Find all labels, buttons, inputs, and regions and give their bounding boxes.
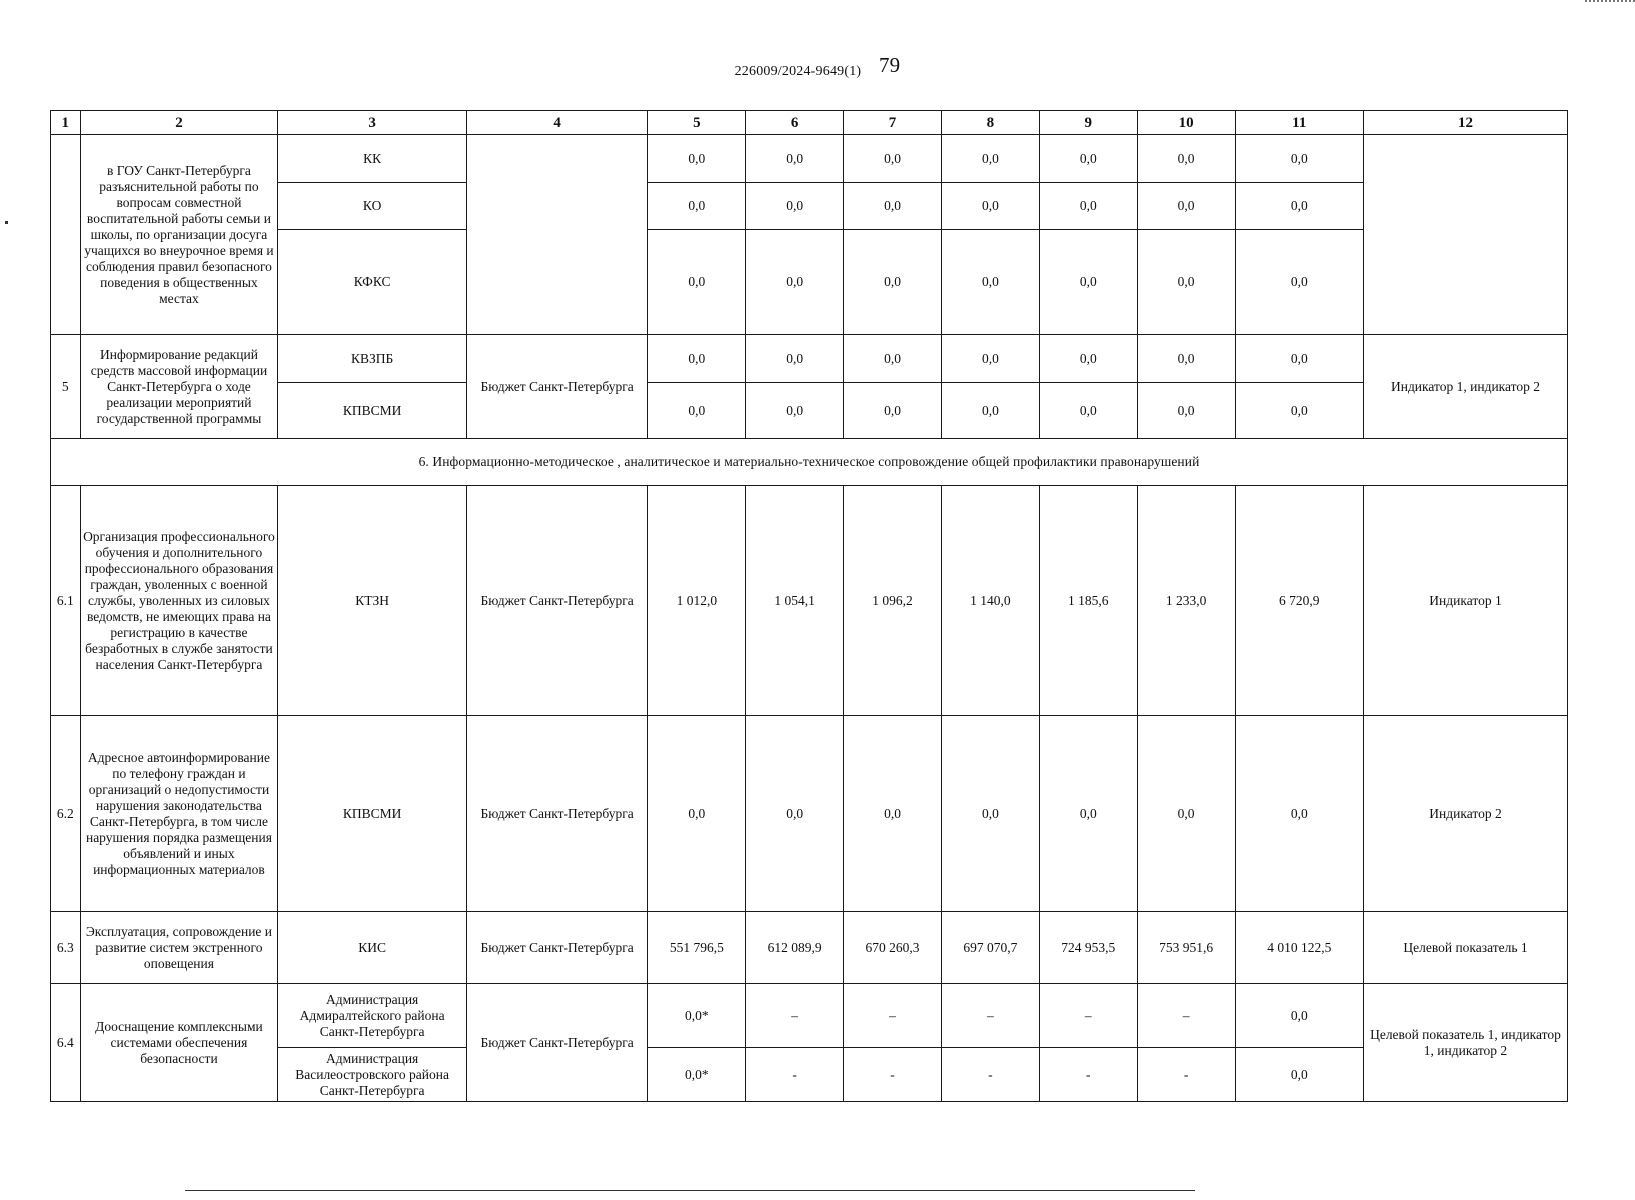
value-cell: 0,0 xyxy=(941,335,1039,383)
value-cell: 0,0 xyxy=(648,183,746,230)
value-cell: 0,0 xyxy=(844,383,942,439)
value-cell: 0,0* xyxy=(648,984,746,1048)
value-cell: 0,0 xyxy=(1137,716,1235,912)
item-number-cell xyxy=(51,135,81,335)
column-numbers-row xyxy=(51,111,1568,135)
value-cell: 0,0 xyxy=(1235,716,1363,912)
column-number: 7 xyxy=(844,111,942,135)
indicator-cell xyxy=(1364,135,1568,335)
value-cell: 0,0 xyxy=(1039,335,1137,383)
section-title: 6. Информационно-методическое , аналитическое и материально-техническое сопровождение общей профилактики правонарушений xyxy=(51,439,1568,486)
table-row xyxy=(51,912,1568,984)
indicator-cell: Индикатор 1 xyxy=(1364,486,1568,716)
table-row xyxy=(51,486,1568,716)
funding-source: Бюджет Санкт-Петербурга xyxy=(466,716,647,912)
item-number: 5 xyxy=(51,335,81,439)
scan-speck xyxy=(5,221,8,224)
value-cell: 0,0 xyxy=(648,335,746,383)
value-cell: 0,0 xyxy=(941,383,1039,439)
value-cell: 0,0 xyxy=(1235,135,1363,183)
value-cell: 0,0 xyxy=(844,135,942,183)
executor-cell: КК xyxy=(278,135,467,183)
item-number: 6.4 xyxy=(51,984,81,1102)
program-table xyxy=(50,110,1568,1102)
column-number: 9 xyxy=(1039,111,1137,135)
table-row xyxy=(51,335,1568,383)
column-number: 11 xyxy=(1235,111,1363,135)
indicator-cell: Целевой показатель 1, индикатор 1, индикатор 2 xyxy=(1364,984,1568,1102)
value-cell: 0,0 xyxy=(1039,230,1137,335)
table-row xyxy=(51,1048,1568,1102)
funding-source: Бюджет Санкт-Петербурга xyxy=(466,984,647,1102)
value-cell: 612 089,9 xyxy=(746,912,844,984)
value-cell: 0,0 xyxy=(1039,383,1137,439)
indicator-cell: Целевой показатель 1 xyxy=(1364,912,1568,984)
value-cell: 4 010 122,5 xyxy=(1235,912,1363,984)
executor-cell: КФКС xyxy=(278,230,467,335)
value-cell: 0,0 xyxy=(1235,1048,1363,1102)
value-cell: 0,0 xyxy=(1235,230,1363,335)
value-cell: 0,0 xyxy=(746,716,844,912)
value-cell: 0,0 xyxy=(941,135,1039,183)
value-cell: 0,0 xyxy=(648,716,746,912)
value-cell: 0,0 xyxy=(648,230,746,335)
executor-cell: Администрация Адмиралтейского района Санкт-Петербурга xyxy=(278,984,467,1048)
column-number: 8 xyxy=(941,111,1039,135)
value-cell: 0,0 xyxy=(1137,230,1235,335)
value-cell: 670 260,3 xyxy=(844,912,942,984)
value-cell: 0,0 xyxy=(746,135,844,183)
item-description: Эксплуатация, сопровождение и развитие систем экстренного оповещения xyxy=(80,912,278,984)
value-cell: 753 951,6 xyxy=(1137,912,1235,984)
value-cell: 0,0 xyxy=(1137,135,1235,183)
value-cell: 0,0 xyxy=(1039,135,1137,183)
table-row xyxy=(51,383,1568,439)
executor-cell: КТЗН xyxy=(278,486,467,716)
value-cell: 1 096,2 xyxy=(844,486,942,716)
value-cell: 0,0 xyxy=(746,383,844,439)
funding-source: Бюджет Санкт-Петербурга xyxy=(466,912,647,984)
value-cell: 0,0 xyxy=(941,230,1039,335)
value-cell: 0,0 xyxy=(746,230,844,335)
value-cell: - xyxy=(844,1048,942,1102)
indicator-cell: Индикатор 2 xyxy=(1364,716,1568,912)
page-header xyxy=(0,53,1635,81)
value-cell: 1 140,0 xyxy=(941,486,1039,716)
executor-cell: КВЗПБ xyxy=(278,335,467,383)
value-cell: 1 233,0 xyxy=(1137,486,1235,716)
value-cell: 0,0 xyxy=(941,183,1039,230)
value-cell: 0,0 xyxy=(746,335,844,383)
value-cell: 724 953,5 xyxy=(1039,912,1137,984)
column-number: 5 xyxy=(648,111,746,135)
value-cell: 0,0 xyxy=(844,230,942,335)
value-cell: 1 185,6 xyxy=(1039,486,1137,716)
value-cell: 0,0 xyxy=(1137,383,1235,439)
value-cell: – xyxy=(1039,984,1137,1048)
column-number: 2 xyxy=(80,111,278,135)
value-cell: 0,0 xyxy=(648,135,746,183)
value-cell: 6 720,9 xyxy=(1235,486,1363,716)
executor-cell: КИС xyxy=(278,912,467,984)
value-cell: 0,0 xyxy=(844,183,942,230)
value-cell: – xyxy=(746,984,844,1048)
section-row xyxy=(51,439,1568,486)
value-cell: – xyxy=(941,984,1039,1048)
funding-source: Бюджет Санкт-Петербурга xyxy=(466,335,647,439)
item-description: Дооснащение комплексными системами обеспечения безопасности xyxy=(80,984,278,1102)
value-cell: – xyxy=(1137,984,1235,1048)
value-cell: 0,0 xyxy=(844,335,942,383)
value-cell: - xyxy=(746,1048,844,1102)
table-row xyxy=(51,230,1568,335)
value-cell: 0,0 xyxy=(1137,335,1235,383)
value-cell: 1 054,1 xyxy=(746,486,844,716)
column-number: 3 xyxy=(278,111,467,135)
column-number: 6 xyxy=(746,111,844,135)
column-number: 10 xyxy=(1137,111,1235,135)
funding-source-cell xyxy=(466,135,647,335)
column-number: 4 xyxy=(466,111,647,135)
value-cell: 1 012,0 xyxy=(648,486,746,716)
table-row xyxy=(51,984,1568,1048)
executor-cell: КО xyxy=(278,183,467,230)
value-cell: 697 070,7 xyxy=(941,912,1039,984)
value-cell: 551 796,5 xyxy=(648,912,746,984)
value-cell: – xyxy=(844,984,942,1048)
page-number: 79 xyxy=(878,53,901,77)
item-number: 6.1 xyxy=(51,486,81,716)
value-cell: 0,0 xyxy=(648,383,746,439)
funding-source: Бюджет Санкт-Петербурга xyxy=(466,486,647,716)
executor-cell: КПВСМИ xyxy=(278,716,467,912)
value-cell: - xyxy=(941,1048,1039,1102)
value-cell: 0,0 xyxy=(746,183,844,230)
column-number: 1 xyxy=(51,111,81,135)
value-cell: - xyxy=(1137,1048,1235,1102)
scan-edge-mark xyxy=(1585,0,1635,4)
value-cell: 0,0 xyxy=(1235,183,1363,230)
item-number: 6.2 xyxy=(51,716,81,912)
table-row xyxy=(51,183,1568,230)
value-cell: 0,0 xyxy=(1137,183,1235,230)
item-description: в ГОУ Санкт-Петербурга разъяснительной работы по вопросам совместной воспитательной работы семьи и школы, по организации досуга учащихся во внеурочное время и соблюдения правил безопасного поведения в общественных местах xyxy=(80,135,278,335)
footer-rule xyxy=(185,1190,1195,1191)
indicator-cell: Индикатор 1, индикатор 2 xyxy=(1364,335,1568,439)
value-cell: 0,0 xyxy=(1039,183,1137,230)
executor-cell: Администрация Василеостровского района Санкт-Петербурга xyxy=(278,1048,467,1102)
column-number: 12 xyxy=(1364,111,1568,135)
value-cell: 0,0 xyxy=(1235,335,1363,383)
table-row xyxy=(51,716,1568,912)
item-number: 6.3 xyxy=(51,912,81,984)
item-description: Адресное автоинформирование по телефону граждан и организаций о недопустимости нарушения законодательства Санкт-Петербурга, в том числе нарушения порядка размещения объявлений и иных информационных материалов xyxy=(80,716,278,912)
value-cell: 0,0 xyxy=(1039,716,1137,912)
item-description: Организация профессионального обучения и дополнительного профессионального образования граждан, уволенных с военной службы, уволенных из силовых ведомств, не имеющих права на регистрацию в качестве безработных в службе занятости населения Санкт-Петербурга xyxy=(80,486,278,716)
value-cell: 0,0 xyxy=(844,716,942,912)
value-cell: - xyxy=(1039,1048,1137,1102)
value-cell: 0,0 xyxy=(941,716,1039,912)
item-description: Информирование редакций средств массовой информации Санкт-Петербурга о ходе реализации мероприятий государственной программы xyxy=(80,335,278,439)
table-row xyxy=(51,135,1568,183)
value-cell: 0,0 xyxy=(1235,984,1363,1048)
value-cell: 0,0 xyxy=(1235,383,1363,439)
document-number: 226009/2024-9649(1) xyxy=(734,64,862,79)
executor-cell: КПВСМИ xyxy=(278,383,467,439)
value-cell: 0,0* xyxy=(648,1048,746,1102)
